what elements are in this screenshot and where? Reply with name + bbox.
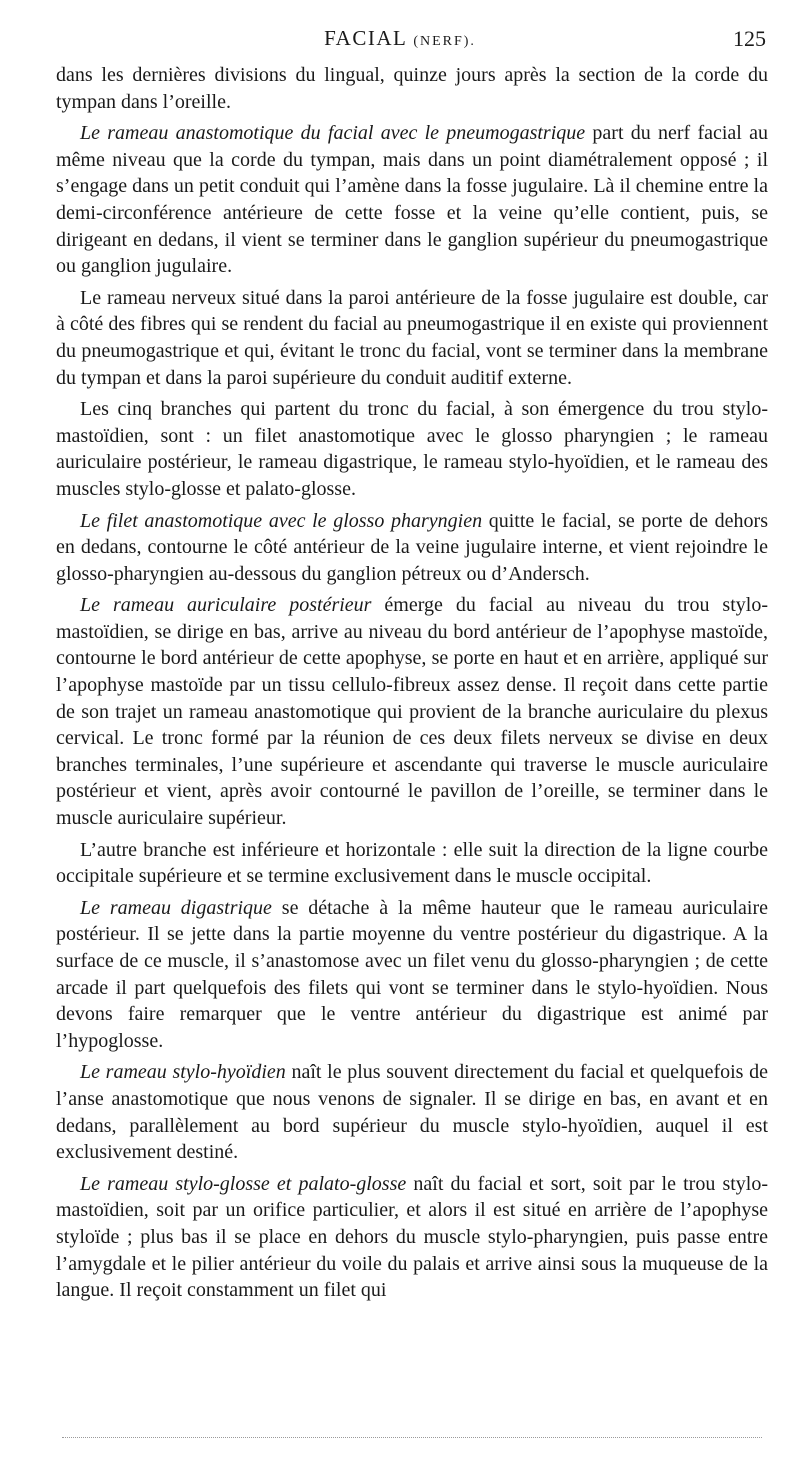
paragraph <box>56 508 768 588</box>
italic-heading: Le filet anastomotique avec le glosso pharyngien <box>80 509 483 532</box>
paragraph <box>56 285 768 391</box>
body-text <box>56 62 768 1309</box>
paragraph-text: part du nerf facial au même niveau que la corde du tympan, mais dans un point diamétralement opposé ; il s’engage dans un petit conduit qui l’amène dans la fosse jugulaire. Là il chemine entre la demi-circonférence antérieure de cette fosse et la veine qu’elle contient, puis, se dirigeant en dedans, il vient se terminer dans le ganglion supérieur du pneumogastrique ou ganglion jugulaire. <box>56 122 768 278</box>
paragraph <box>56 396 768 502</box>
paragraph-text: émerge du facial au niveau du trou stylo-mastoïdien, se dirige en bas, arrive au niveau du bord antérieur de l’apophyse mastoïde, contourne le bord antérieur de cette apophyse, se porte en haut et en arrière, appliqué sur l’apophyse mastoïde par un tissu cellulo-fibreux assez dense. Il reçoit dans cette partie de son trajet un rameau anastomotique qui provient de la branche auriculaire du plexus cervical. Le tronc formé par la réunion de ces deux filets nerveux se divise en deux branches terminales, l’une supérieure et ascendante qui traverse le muscle auriculaire postérieur et vient, après avoir contourné le pavillon de l’oreille, se terminer dans le muscle auriculaire supérieur. <box>56 594 768 830</box>
italic-heading: Le rameau auriculaire postérieur <box>80 594 372 617</box>
paragraph-text: naît du facial et sort, soit par le trou stylo-mastoïdien, soit par un orifice particulier, et alors il est situé en arrière de l’apophyse styloïde ; plus bas il se place en dehors du muscle stylo-pharyngien, puis passe entre l’amygdale et le pilier antérieur du voile du palais et arrive ainsi sous la muqueuse de la langue. Il reçoit constamment un filet qui <box>56 1172 769 1302</box>
paragraph-text: naît le plus souvent directement du facial et quelquefois de l’anse anastomotique que nous venons de signaler. Il se dirige en bas, en avant et en dedans, parallèlement au bord supérieur du muscle stylo-hyoïdien, auquel il est exclusivement destiné. <box>56 1061 769 1164</box>
running-head <box>0 26 800 56</box>
italic-heading: Le rameau anastomotique du facial avec le pneumogastrique <box>80 122 586 145</box>
paragraph-text: dans les dernières divisions du lingual, quinze jours après la section de la corde du tympan dans l’oreille. <box>56 64 768 113</box>
running-title-main: FACIAL <box>324 26 407 50</box>
italic-heading: Le rameau stylo-glosse et palato-glosse <box>80 1172 407 1195</box>
paragraph-text: se détache à la même hauteur que le rameau auriculaire postérieur. Il se jette dans la partie moyenne du ventre postérieur du digastrique. A la surface de ce muscle, il s’anastomose avec un filet venu du glosso-pharyngien ; de cette arcade il part quelquefois des filets qui vont se terminer dans le stylo-hyoïdien. Nous devons faire remarquer que le ventre antérieur du digastrique est animé par l’hypoglosse. <box>56 896 769 1052</box>
paragraph <box>56 120 768 280</box>
page-number: 125 <box>733 26 766 51</box>
paragraph <box>56 1171 768 1304</box>
bottom-scan-rule <box>62 1437 762 1438</box>
paragraph <box>56 895 768 1055</box>
paragraph <box>56 62 768 115</box>
paragraph-text: Les cinq branches qui partent du tronc du facial, à son émergence du trou stylo-mastoïdien, sont : un filet anastomotique avec le glosso pharyngien ; le rameau auriculaire postérieur, le rameau digastrique, le rameau stylo-hyoïdien, et le rameau des muscles stylo-glosse et palato-glosse. <box>56 398 768 500</box>
paragraph-text: L’autre branche est inférieure et horizontale : elle suit la direction de la ligne courbe occipitale supérieure et se termine exclusivement dans le muscle occipital. <box>56 838 768 888</box>
paragraph <box>56 592 768 831</box>
italic-heading: Le rameau stylo-hyoïdien <box>80 1061 286 1084</box>
running-title-sub: (NERF). <box>413 34 476 49</box>
italic-heading: Le rameau digastrique <box>80 896 272 919</box>
paragraph <box>56 837 768 890</box>
paragraph <box>56 1059 768 1165</box>
running-title <box>0 26 800 51</box>
paragraph-text: quitte le facial, se porte de dehors en dedans, contourne le côté antérieur de la veine jugulaire interne, et vient rejoindre le glosso-pharyngien au-dessous du ganglion pétreux ou d’Andersch. <box>56 509 768 585</box>
paragraph-text: Le rameau nerveux situé dans la paroi antérieure de la fosse jugulaire est double, car à côté des fibres qui se rendent du facial au pneumogastrique il en existe qui proviennent du pneumogastrique et qui, évitant le tronc du facial, vont se terminer dans la membrane du tympan et dans la paroi supérieure du conduit auditif externe. <box>56 286 768 389</box>
